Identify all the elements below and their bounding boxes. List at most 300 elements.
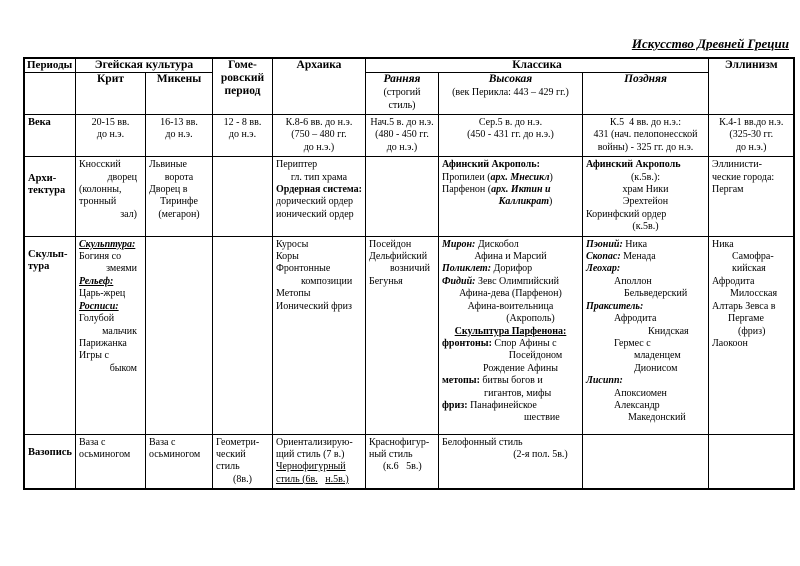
text-segment: (к.6 5в.) bbox=[382, 461, 422, 473]
cell-line bbox=[442, 172, 579, 184]
cell-line bbox=[585, 73, 706, 86]
cell-line bbox=[276, 239, 362, 251]
cell-line bbox=[586, 159, 705, 171]
text-segment: Чернофигурный bbox=[275, 461, 346, 473]
cell-line bbox=[369, 437, 435, 449]
cell-line bbox=[369, 276, 435, 288]
cell-line bbox=[79, 117, 142, 129]
cell-line bbox=[276, 461, 362, 473]
cell-line bbox=[442, 388, 579, 400]
text-segment: (к.5в.): bbox=[630, 171, 660, 183]
text-segment: Голубой bbox=[78, 313, 115, 325]
cell-centuries-archaic bbox=[272, 115, 365, 157]
text-segment: Фронтонные bbox=[275, 263, 331, 275]
cell-line bbox=[79, 172, 142, 184]
cell-line bbox=[216, 449, 269, 474]
cell-line bbox=[215, 72, 270, 85]
text-segment: фронтоны: bbox=[441, 337, 492, 349]
cell-line bbox=[215, 59, 270, 72]
cell-line bbox=[79, 313, 142, 325]
text-segment: Милосская bbox=[729, 288, 778, 300]
text-segment: Пракситель: bbox=[585, 300, 644, 312]
text-segment: Афина-воительница bbox=[467, 300, 554, 312]
cell-line bbox=[79, 129, 142, 141]
text-segment: Тиринфе bbox=[160, 196, 198, 208]
cell-line bbox=[149, 172, 209, 184]
cell-line bbox=[368, 86, 436, 99]
cell-line bbox=[79, 251, 142, 263]
text-segment: Ранняя bbox=[383, 73, 421, 85]
cell-line bbox=[368, 99, 436, 112]
cell-line bbox=[276, 449, 362, 461]
cell-line bbox=[712, 172, 791, 184]
text-segment: Коринфский ордер bbox=[585, 208, 667, 220]
cell-line bbox=[441, 73, 580, 86]
cell-sculpture-homeric bbox=[212, 236, 272, 434]
text-segment: Дорифор bbox=[491, 263, 533, 275]
text-segment: (450 - 431 гг. до н.э.) bbox=[467, 129, 554, 141]
cell-line bbox=[586, 338, 705, 350]
text-segment: Парфенон ( bbox=[441, 184, 492, 196]
cell-line bbox=[276, 196, 362, 208]
cell-architecture-late bbox=[582, 157, 708, 236]
cell-line bbox=[442, 400, 579, 412]
text-segment: кийская bbox=[731, 263, 766, 275]
cell-line bbox=[276, 209, 362, 221]
text-segment: Македонский bbox=[627, 412, 686, 424]
text-segment: Пэоний: bbox=[585, 238, 623, 250]
text-segment: до н.э.) bbox=[303, 141, 335, 153]
cell-line bbox=[712, 326, 791, 338]
text-segment: Спор Афины с bbox=[491, 337, 557, 349]
cell-line bbox=[586, 363, 705, 375]
text-segment: Гоме- bbox=[228, 59, 257, 71]
text-segment: Лисипп: bbox=[585, 375, 623, 387]
text-segment: Гермес с bbox=[613, 337, 651, 349]
text-segment: Сер.5 в. до н.э. bbox=[478, 117, 543, 128]
cell-line bbox=[442, 129, 579, 141]
text-segment: Афина и Марсий bbox=[474, 251, 547, 263]
cell-line bbox=[276, 184, 362, 196]
text-segment: Росписи: bbox=[78, 300, 119, 312]
cell-line bbox=[28, 173, 72, 185]
text-segment: Пергаме bbox=[727, 313, 764, 325]
cell-line bbox=[79, 326, 142, 338]
cell-line bbox=[28, 185, 72, 197]
cell-architecture-early bbox=[365, 157, 438, 236]
cell-line bbox=[149, 184, 209, 196]
cell-line bbox=[586, 221, 705, 233]
text-segment: Самофра- bbox=[731, 251, 774, 263]
text-segment: гигантов, мифы bbox=[483, 387, 552, 399]
text-segment: Аполлон bbox=[613, 275, 652, 287]
cell-line bbox=[79, 209, 142, 221]
cell-line bbox=[712, 313, 791, 325]
text-segment: Ника bbox=[711, 238, 734, 250]
cell-line bbox=[712, 184, 791, 196]
cell-line bbox=[276, 117, 362, 129]
cell-line bbox=[28, 249, 72, 261]
text-segment: Игры с bbox=[78, 350, 109, 362]
cell-line bbox=[79, 437, 142, 449]
cell-line bbox=[442, 184, 579, 196]
cell-architecture-hellenism bbox=[708, 157, 794, 236]
text-segment: зал) bbox=[120, 208, 137, 220]
text-segment: войны) - 325 гг. до н.э. bbox=[597, 141, 694, 153]
cell-line bbox=[276, 172, 362, 184]
cell-line bbox=[586, 209, 705, 221]
cell-line bbox=[276, 301, 362, 313]
text-segment: тронный bbox=[78, 196, 117, 208]
cell-line bbox=[149, 129, 209, 141]
text-segment: 431 (нач. пелопонесской bbox=[593, 129, 698, 141]
row-label-vase-painting bbox=[24, 434, 75, 489]
cell-line bbox=[586, 239, 705, 251]
header-hellenism: Эллинизм bbox=[708, 58, 794, 115]
cell-line bbox=[442, 196, 579, 208]
text-segment: змеями bbox=[106, 263, 137, 275]
text-segment: Скопас: bbox=[585, 251, 621, 263]
cell-line bbox=[216, 474, 269, 486]
cell-line bbox=[441, 86, 580, 99]
text-segment: Дворец в bbox=[148, 184, 188, 196]
text-segment: Высокая bbox=[488, 73, 533, 85]
text-segment: (750 – 480 гг. bbox=[291, 129, 347, 141]
header-classic-early bbox=[365, 73, 438, 115]
cell-centuries-hellenism bbox=[708, 115, 794, 157]
text-segment: Парижанка bbox=[78, 337, 127, 349]
text-segment: Львиные bbox=[148, 159, 187, 171]
text-segment: Рельеф: bbox=[78, 275, 114, 287]
cell-line bbox=[442, 363, 579, 375]
text-segment: Бегунья bbox=[368, 275, 403, 287]
cell-line bbox=[369, 449, 435, 461]
text-segment: Кносский bbox=[78, 159, 121, 171]
text-segment: храм Ники bbox=[622, 184, 669, 196]
cell-sculpture-mycenae bbox=[145, 236, 212, 434]
text-segment: осьминогом bbox=[78, 449, 131, 461]
cell-line bbox=[369, 129, 435, 141]
text-segment: осьминогом bbox=[148, 449, 201, 461]
cell-line bbox=[79, 363, 142, 375]
cell-line bbox=[79, 159, 142, 171]
header-crete: Крит bbox=[75, 73, 145, 115]
cell-line bbox=[442, 350, 579, 362]
cell-line bbox=[276, 142, 362, 154]
header-classic-late bbox=[582, 73, 708, 115]
text-segment: стиль) bbox=[388, 100, 416, 111]
cell-line bbox=[442, 338, 579, 350]
document-title: Искусство Древней Греции bbox=[631, 36, 789, 51]
cell-line bbox=[276, 263, 362, 275]
cell-line bbox=[712, 288, 791, 300]
text-segment: Рождение Афины bbox=[483, 362, 558, 374]
cell-line bbox=[586, 375, 705, 387]
cell-line bbox=[215, 85, 270, 98]
cell-periods-empty bbox=[24, 73, 75, 115]
cell-line bbox=[586, 129, 705, 141]
text-segment: Афродита bbox=[711, 275, 755, 287]
text-segment: (век Перикла: 443 – 429 гг.) bbox=[452, 87, 569, 98]
cell-line bbox=[586, 350, 705, 362]
text-segment: ворота bbox=[164, 171, 194, 183]
cell-sculpture-crete bbox=[75, 236, 145, 434]
cell-line bbox=[149, 437, 209, 449]
cell-vase-early bbox=[365, 434, 438, 489]
text-segment: Белофонный стиль bbox=[441, 436, 523, 448]
cell-line bbox=[149, 117, 209, 129]
cell-line bbox=[276, 288, 362, 300]
cell-line bbox=[28, 447, 72, 459]
row-label-centuries bbox=[24, 115, 75, 157]
text-segment: (325-30 гг. bbox=[729, 129, 774, 141]
text-segment: Царь-жрец bbox=[78, 288, 126, 300]
cell-line bbox=[79, 196, 142, 208]
text-segment: ческие города: bbox=[711, 171, 775, 183]
cell-line bbox=[442, 326, 579, 338]
cell-line bbox=[586, 196, 705, 208]
header-classic-high bbox=[438, 73, 582, 115]
text-segment: фриз: bbox=[441, 399, 468, 411]
text-segment: ровский bbox=[220, 72, 265, 84]
cell-sculpture-late bbox=[582, 236, 708, 434]
text-segment: арх. Мнесикл bbox=[490, 171, 550, 183]
cell-line bbox=[369, 461, 435, 473]
text-segment: Периптер bbox=[275, 159, 318, 171]
cell-line bbox=[586, 117, 705, 129]
cell-line bbox=[586, 263, 705, 275]
text-segment: до н.э. bbox=[165, 129, 193, 141]
cell-line bbox=[712, 276, 791, 288]
text-segment: Зевс Олимпийский bbox=[475, 275, 559, 287]
cell-line bbox=[712, 251, 791, 263]
cell-architecture-high bbox=[438, 157, 582, 236]
cell-line bbox=[368, 73, 436, 86]
cell-centuries-mycenae bbox=[145, 115, 212, 157]
text-segment: К.4-1 вв.до н.э. bbox=[719, 117, 784, 128]
cell-line bbox=[79, 276, 142, 288]
cell-line bbox=[712, 301, 791, 313]
text-segment: тура bbox=[28, 260, 50, 272]
cell-line bbox=[586, 288, 705, 300]
text-segment: Панафинейское bbox=[467, 399, 537, 411]
text-segment: Эллинисти- bbox=[711, 159, 762, 171]
text-segment: гл. тип храма bbox=[290, 171, 348, 183]
text-segment: Дельфийский bbox=[368, 251, 428, 263]
cell-architecture-homeric bbox=[212, 157, 272, 236]
cell-line bbox=[149, 159, 209, 171]
text-segment: Ионический фриз bbox=[275, 300, 352, 312]
table-art-ancient-greece bbox=[23, 57, 795, 490]
cell-line bbox=[276, 474, 362, 486]
cell-line bbox=[712, 142, 791, 154]
cell-line bbox=[442, 313, 579, 325]
cell-line bbox=[276, 251, 362, 263]
text-segment: (к.5в.) bbox=[632, 221, 659, 233]
cell-architecture-mycenae bbox=[145, 157, 212, 236]
cell-line bbox=[586, 276, 705, 288]
text-segment: ческий стиль bbox=[215, 449, 249, 473]
text-segment: Геометри- bbox=[215, 436, 260, 448]
text-segment: быком bbox=[109, 362, 137, 374]
text-segment: ) bbox=[549, 171, 553, 183]
text-segment: 16-13 вв. bbox=[160, 117, 198, 128]
cell-sculpture-archaic bbox=[272, 236, 365, 434]
text-segment: Ника bbox=[622, 238, 648, 250]
text-segment: до н.э. bbox=[96, 129, 125, 141]
text-segment: битвы богов и bbox=[479, 375, 543, 387]
text-segment: Лаокоон bbox=[711, 337, 748, 349]
cell-line bbox=[586, 251, 705, 263]
cell-line bbox=[712, 117, 791, 129]
cell-architecture-crete bbox=[75, 157, 145, 236]
cell-sculpture-early bbox=[365, 236, 438, 434]
text-segment: щий стиль (7 в.) bbox=[275, 449, 345, 461]
cell-architecture-archaic bbox=[272, 157, 365, 236]
text-segment: Краснофигур- bbox=[368, 436, 430, 448]
cell-centuries-crete bbox=[75, 115, 145, 157]
cell-line bbox=[442, 159, 579, 171]
text-segment: К.5 4 вв. до н.э.: bbox=[609, 117, 682, 128]
cell-line bbox=[586, 301, 705, 313]
text-segment: (колонны, bbox=[78, 184, 122, 196]
text-segment: Алтарь Зевса в bbox=[711, 300, 776, 312]
cell-line bbox=[586, 412, 705, 424]
cell-line bbox=[276, 437, 362, 449]
cell-vase-archaic bbox=[272, 434, 365, 489]
text-segment: (строгий bbox=[383, 87, 421, 98]
cell-line bbox=[442, 437, 579, 449]
cell-line bbox=[276, 159, 362, 171]
cell-line bbox=[442, 449, 579, 461]
text-segment: Нач.5 в. до н.э. bbox=[370, 117, 434, 128]
cell-line bbox=[712, 239, 791, 251]
text-segment: (2-я пол. 5в.) bbox=[513, 449, 568, 461]
cell-line bbox=[586, 184, 705, 196]
text-segment: Посейдоном bbox=[508, 350, 563, 362]
header-periods: Периоды bbox=[24, 58, 75, 73]
cell-centuries-early bbox=[365, 115, 438, 157]
cell-line bbox=[586, 326, 705, 338]
cell-line bbox=[586, 400, 705, 412]
cell-line bbox=[79, 184, 142, 196]
cell-centuries-high bbox=[438, 115, 582, 157]
cell-vase-high bbox=[438, 434, 582, 489]
cell-line bbox=[586, 142, 705, 154]
cell-line bbox=[28, 261, 72, 273]
cell-vase-late bbox=[582, 434, 708, 489]
cell-line bbox=[712, 129, 791, 141]
cell-line bbox=[79, 301, 142, 313]
cell-line bbox=[216, 129, 269, 141]
text-segment: до н.э.) bbox=[735, 141, 767, 153]
text-segment: стиль (6в. bbox=[275, 473, 318, 485]
cell-line bbox=[28, 117, 72, 129]
cell-line bbox=[216, 117, 269, 129]
header-aegean-culture: Эгейская культура bbox=[75, 58, 212, 73]
header-archaic: Архаика bbox=[272, 58, 365, 115]
cell-sculpture-hellenism bbox=[708, 236, 794, 434]
cell-line bbox=[586, 388, 705, 400]
text-segment: Мирон: bbox=[441, 238, 476, 250]
cell-sculpture-high bbox=[438, 236, 582, 434]
text-segment: (Акрополь) bbox=[506, 313, 555, 325]
cell-line bbox=[149, 449, 209, 461]
text-segment: Куросы bbox=[275, 238, 309, 250]
text-segment: Бельведерский bbox=[623, 288, 688, 300]
text-segment: метопы: bbox=[441, 375, 480, 387]
text-segment: Дискобол bbox=[475, 238, 519, 250]
text-segment: Ваза с bbox=[78, 436, 106, 448]
cell-line bbox=[442, 375, 579, 387]
text-segment: Века bbox=[28, 117, 51, 128]
cell-line bbox=[369, 117, 435, 129]
cell-line bbox=[712, 338, 791, 350]
text-segment: Архи- bbox=[28, 173, 57, 185]
text-segment: Афинский Акрополь bbox=[585, 159, 681, 171]
text-segment: Поздняя bbox=[624, 73, 667, 85]
cell-centuries-late bbox=[582, 115, 708, 157]
cell-line bbox=[442, 239, 579, 251]
row-label-architecture bbox=[24, 157, 75, 236]
cell-line bbox=[276, 129, 362, 141]
text-segment: н.5в.) bbox=[325, 473, 349, 485]
text-segment: Дионисом bbox=[633, 362, 678, 374]
cell-vase-mycenae bbox=[145, 434, 212, 489]
text-segment: период bbox=[224, 85, 261, 97]
text-segment: (мегарон) bbox=[158, 208, 200, 220]
text-segment: младенцем bbox=[633, 350, 681, 362]
cell-line bbox=[369, 251, 435, 263]
cell-vase-crete bbox=[75, 434, 145, 489]
cell-line bbox=[79, 449, 142, 461]
cell-vase-hellenism bbox=[708, 434, 794, 489]
text-segment: Калликрат bbox=[498, 196, 550, 208]
text-segment: 12 - 8 вв. bbox=[223, 117, 262, 128]
cell-line bbox=[216, 437, 269, 449]
text-segment: Поликлет: bbox=[441, 263, 492, 275]
cell-centuries-homeric bbox=[212, 115, 272, 157]
cell-line bbox=[442, 276, 579, 288]
text-segment: Эрехтейон bbox=[622, 196, 669, 208]
text-segment: Скульптура: bbox=[78, 238, 136, 250]
text-segment: тектура bbox=[28, 185, 66, 197]
cell-line bbox=[79, 288, 142, 300]
text-segment: Афродита bbox=[613, 313, 657, 325]
text-segment: ный стиль bbox=[368, 449, 413, 461]
text-segment: Посейдон bbox=[368, 238, 412, 250]
text-segment: ) bbox=[549, 196, 553, 208]
cell-line bbox=[369, 239, 435, 251]
cell-line bbox=[149, 196, 209, 208]
cell-vase-homeric bbox=[212, 434, 272, 489]
text-segment: (480 - 450 гг. bbox=[375, 129, 429, 141]
text-segment: дорический ордер bbox=[275, 196, 354, 208]
cell-line bbox=[79, 350, 142, 362]
text-segment: арх. Иктин и bbox=[491, 184, 551, 196]
text-segment: Менада bbox=[620, 251, 656, 263]
text-segment: Ваза с bbox=[148, 436, 176, 448]
cell-line bbox=[442, 288, 579, 300]
text-segment: Скульп- bbox=[28, 248, 68, 260]
text-segment: 20-15 вв. bbox=[91, 117, 130, 128]
text-segment: (8в.) bbox=[233, 473, 252, 485]
cell-line bbox=[442, 263, 579, 275]
text-segment: Коры bbox=[275, 251, 299, 263]
text-segment: мальчик bbox=[102, 325, 137, 337]
cell-line bbox=[276, 276, 362, 288]
text-segment: до н.э. bbox=[228, 129, 257, 141]
